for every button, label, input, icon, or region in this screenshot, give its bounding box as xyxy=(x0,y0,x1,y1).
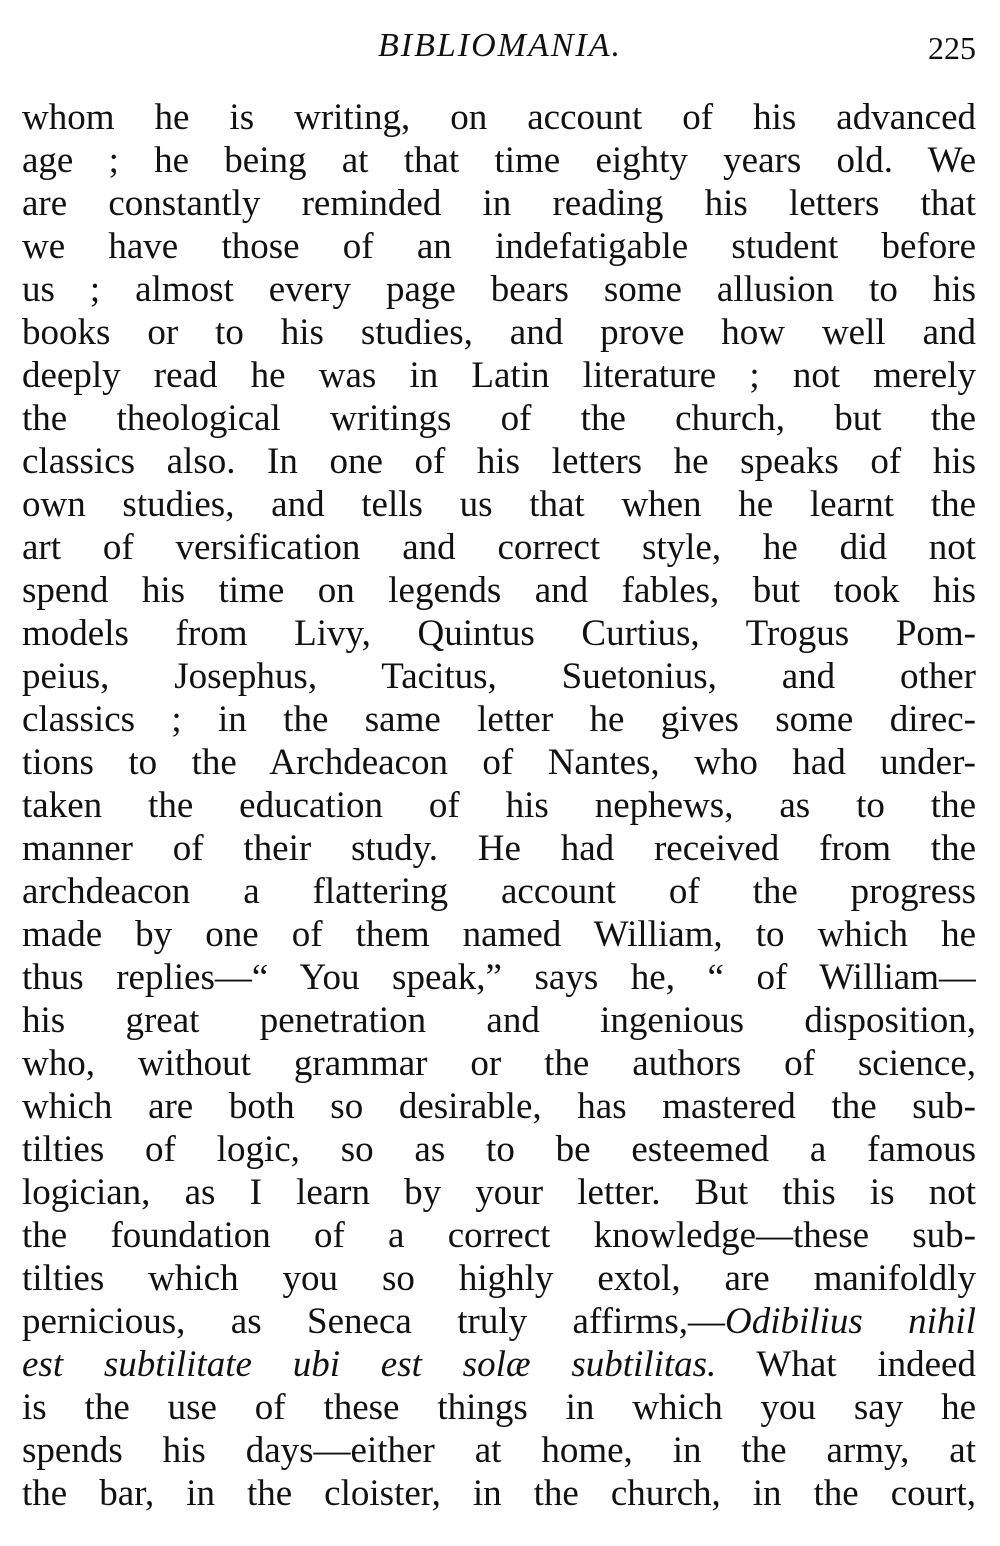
text-line: archdeacon a flattering account of the progress xyxy=(22,871,976,912)
text-line: the theological writings of the church, but the xyxy=(22,398,976,439)
roman-segment: pernicious, as Seneca truly affirms,— xyxy=(22,1301,725,1342)
text-line: thus replies—“ You speak,” says he, “ of William— xyxy=(22,957,976,998)
text-line: tilties which you so highly extol, are manifoldly xyxy=(22,1258,976,1299)
text-line: models from Livy, Quintus Curtius, Trogus Pom- xyxy=(22,613,976,654)
text-line: which are both so desirable, has mastered the sub- xyxy=(22,1086,976,1127)
text-line: who, without grammar or the authors of science, xyxy=(22,1043,976,1084)
text-line: age ; he being at that time eighty years old. We xyxy=(22,140,976,181)
text-line: manner of their study. He had received from the xyxy=(22,828,976,869)
text-line: the bar, in the cloister, in the church, in the court, xyxy=(22,1473,976,1514)
text-line: taken the education of his nephews, as to the xyxy=(22,785,976,826)
text-line-with-italic xyxy=(22,1343,976,1386)
text-line: books or to his studies, and prove how well and xyxy=(22,312,976,353)
latin-quotation: Odibilius nihil xyxy=(724,1301,976,1342)
text-line: art of versification and correct style, he did not xyxy=(22,527,976,568)
text-line: peius, Josephus, Tacitus, Suetonius, and other xyxy=(22,656,976,697)
text-line: whom he is writing, on account of his advanced xyxy=(22,97,976,138)
body-text xyxy=(22,96,976,1515)
text-line: logician, as I learn by your letter. But this is not xyxy=(22,1172,976,1213)
text-line: tilties of logic, so as to be esteemed a famous xyxy=(22,1129,976,1170)
page-number: 225 xyxy=(928,30,976,66)
text-line: his great penetration and ingenious disposition, xyxy=(22,1000,976,1041)
text-line: is the use of these things in which you say he xyxy=(22,1387,976,1428)
running-title: BIBLIOMANIA. xyxy=(377,27,622,64)
text-line: are constantly reminded in reading his letters that xyxy=(22,183,976,224)
roman-segment: What indeed xyxy=(716,1344,976,1385)
text-line: tions to the Archdeacon of Nantes, who had under- xyxy=(22,742,976,783)
text-line: the foundation of a correct knowledge—these sub- xyxy=(22,1215,976,1256)
text-line-with-italic xyxy=(22,1300,976,1343)
text-line: spend his time on legends and fables, but took his xyxy=(22,570,976,611)
text-line: spends his days—either at home, in the army, at xyxy=(22,1430,976,1471)
text-line: classics ; in the same letter he gives some direc- xyxy=(22,699,976,740)
text-line: own studies, and tells us that when he learnt the xyxy=(22,484,976,525)
text-line: we have those of an indefatigable student before xyxy=(22,226,976,267)
text-line: classics also. In one of his letters he speaks of his xyxy=(22,441,976,482)
text-line: us ; almost every page bears some allusion to his xyxy=(22,269,976,310)
text-line: made by one of them named William, to which he xyxy=(22,914,976,955)
text-line: deeply read he was in Latin literature ; not merely xyxy=(22,355,976,396)
latin-quotation: est subtilitate ubi est solæ subtilitas. xyxy=(22,1344,717,1385)
